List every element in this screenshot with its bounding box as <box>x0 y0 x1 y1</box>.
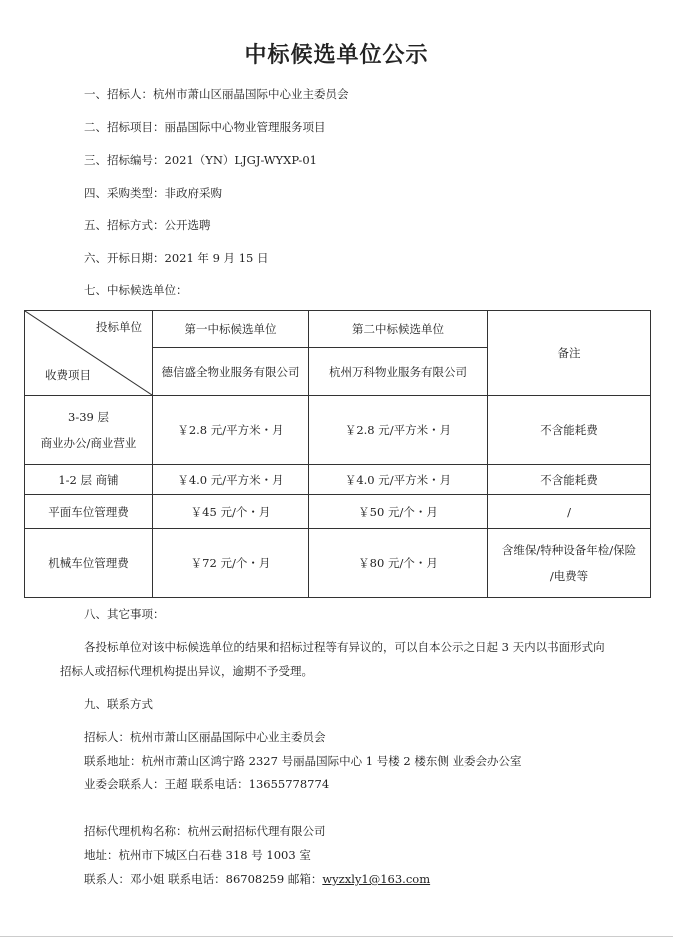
table-row <box>25 465 651 495</box>
agency-address: 地址：杭州市下城区白石巷 318 号 1003 室 <box>84 848 311 862</box>
row-col2-fee: ￥4.0 元/平方米・月 <box>309 465 488 495</box>
item-date: 六、开标日期：2021 年 9 月 15 日 <box>84 251 269 265</box>
item-number: 三、招标编号：2021（YN）LJGJ-WYXP-01 <box>84 153 317 167</box>
row-label: 平面车位管理费 <box>25 495 153 529</box>
candidates-table <box>24 310 651 598</box>
row-label: 机械车位管理费 <box>25 529 153 598</box>
table-header-row <box>25 311 651 348</box>
contact-tenderer: 招标人：杭州市萧山区丽晶国际中心业主委员会 <box>84 730 326 744</box>
col2-company: 杭州万科物业服务有限公司 <box>309 348 488 396</box>
row-col2-fee: ￥2.8 元/平方米・月 <box>309 396 488 465</box>
col1-company: 德信盛全物业服务有限公司 <box>153 348 309 396</box>
item-tenderer: 一、招标人：杭州市萧山区丽晶国际中心业主委员会 <box>84 87 349 101</box>
row-col1-fee: ￥4.0 元/平方米・月 <box>153 465 309 495</box>
contact-person: 业委会联系人：王超 联系电话：13655778774 <box>84 777 330 791</box>
other-text-line1: 各投标单位对该中标候选单位的结果和招标过程等有异议的，可以自本公示之日起 3 天内以书面形式向 <box>84 640 605 654</box>
table-row <box>25 396 651 465</box>
row-remark: / <box>488 495 651 529</box>
row-col2-fee: ￥50 元/个・月 <box>309 495 488 529</box>
row-label <box>25 396 153 465</box>
row-col1-fee: ￥45 元/个・月 <box>153 495 309 529</box>
col1-header: 第一中标候选单位 <box>153 311 309 348</box>
other-text-line2: 招标人或招标代理机构提出异议，逾期不予受理。 <box>60 664 313 678</box>
row-remark-line1: 含维保/特种设备年检/保险 <box>501 543 637 557</box>
row-remark <box>488 529 651 598</box>
row-col1-fee: ￥2.8 元/平方米・月 <box>153 396 309 465</box>
agency-contact <box>84 871 430 887</box>
item-project: 二、招标项目：丽晶国际中心物业管理服务项目 <box>84 120 326 134</box>
page-title: 中标候选单位公示 <box>244 43 429 68</box>
row-label: 1-2 层 商铺 <box>25 465 153 495</box>
table-row <box>25 495 651 529</box>
item-method: 五、招标方式：公开选聘 <box>84 218 211 232</box>
row-remark: 不含能耗费 <box>488 396 651 465</box>
col2-header: 第二中标候选单位 <box>309 311 488 348</box>
item-type: 四、采购类型：非政府采购 <box>84 186 222 200</box>
row-col1-fee: ￥72 元/个・月 <box>153 529 309 598</box>
email-link[interactable]: wyzxly1@163.com <box>322 872 431 886</box>
contact-heading: 九、联系方式 <box>84 697 153 711</box>
row-label-line2: 商业办公/商业营业 <box>40 436 137 450</box>
row-remark-line2: /电费等 <box>549 569 589 583</box>
table-row <box>25 529 651 598</box>
remark-header: 备注 <box>488 311 651 396</box>
agency-person: 联系人：邓小姐 联系电话：86708259 邮箱： <box>84 872 323 886</box>
corner-bottom-label: 收费项目 <box>45 368 91 382</box>
contact-address: 联系地址：杭州市萧山区鸿宁路 2327 号丽晶国际中心 1 号楼 2 楼东侧 业委会办公室 <box>84 754 522 768</box>
item-candidates: 七、中标候选单位： <box>84 283 188 297</box>
page-bottom-divider <box>0 936 673 937</box>
row-label-line1: 3-39 层 <box>68 410 109 424</box>
row-col2-fee: ￥80 元/个・月 <box>309 529 488 598</box>
agency-name: 招标代理机构名称：杭州云耐招标代理有限公司 <box>84 824 326 838</box>
row-remark: 不含能耗费 <box>488 465 651 495</box>
corner-cell <box>25 311 153 396</box>
corner-top-label: 投标单位 <box>96 320 142 334</box>
other-heading: 八、其它事项： <box>84 607 165 621</box>
